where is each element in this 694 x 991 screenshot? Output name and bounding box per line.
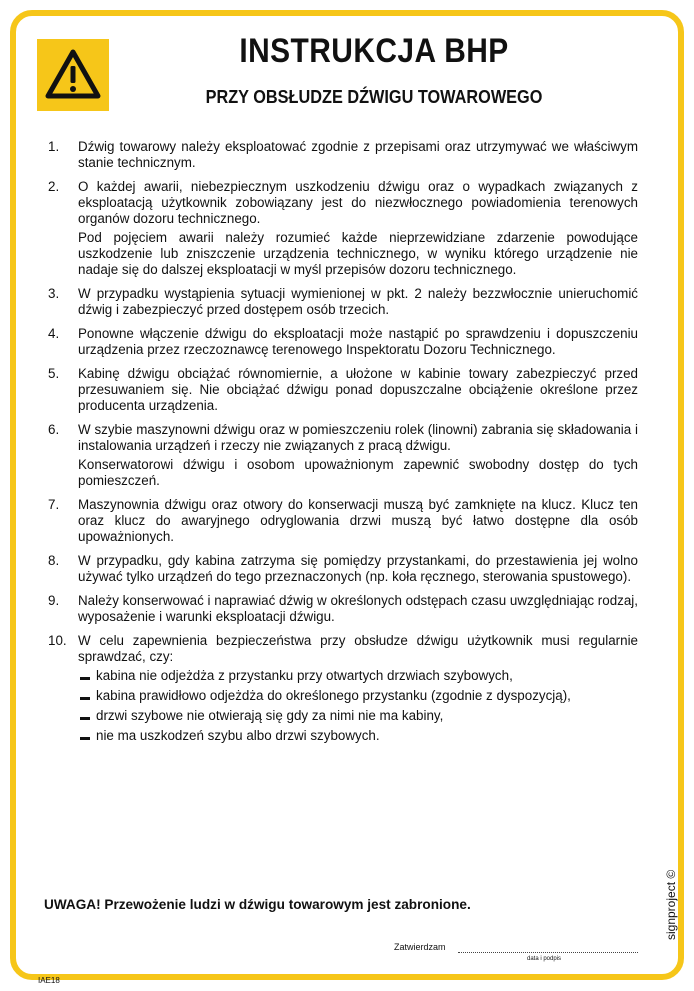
instruction-item <box>48 422 638 489</box>
item-text: Konserwatorowi dźwigu i osobom upoważnionym zapewnić swobodny dostęp do tych pomieszczeń. <box>78 457 638 488</box>
instruction-item <box>48 326 638 358</box>
instruction-item <box>48 139 638 171</box>
page-subtitle: PRZY OBSŁUDZE DŹWIGU TOWAROWEGO <box>205 86 543 107</box>
item-number: 10. <box>48 633 67 648</box>
list-item: kabina prawidłowo odjeżdża do określonego przystanku (zgodnie z dyspozycją), <box>78 688 638 704</box>
check-list <box>78 668 638 744</box>
instruction-item <box>48 286 638 318</box>
warning-text: UWAGA! Przewożenie ludzi w dźwigu towarowym jest zabronione. <box>44 897 471 912</box>
approve-label: Zatwierdzam <box>394 942 446 952</box>
warning-triangle-icon <box>37 39 109 111</box>
item-number: 1. <box>48 139 60 154</box>
signature-line <box>458 952 638 953</box>
instruction-item <box>48 366 638 414</box>
item-text: Maszynownia dźwigu oraz otwory do konserwacji muszą być zamknięte na klucz. Klucz ten oraz klucz do awaryjnego odryglowania drzwi muszą być łatwo dostępne dla osób upoważnionych. <box>78 497 638 544</box>
page-title: INSTRUKCJA BHP <box>239 32 509 70</box>
item-text: W przypadku, gdy kabina zatrzyma się pomiędzy przystankami, do przestawienia jej wolno używać tylko urządzeń do tego przeznaczonych (np. koła ręcznego, sterowania spustowego). <box>78 553 638 584</box>
instruction-item <box>48 553 638 585</box>
instruction-item <box>48 179 638 278</box>
instruction-item <box>48 497 638 545</box>
item-text: Dźwig towarowy należy eksploatować zgodnie z przepisami oraz utrzymywać we właściwym stanie technicznym. <box>78 139 638 170</box>
item-text: W przypadku wystąpienia sytuacji wymienionej w pkt. 2 należy bezzwłocznie unieruchomić dźwig i zabezpieczyć przed dostępem osób trzecich. <box>78 286 638 317</box>
item-number: 9. <box>48 593 60 608</box>
warning-box <box>37 39 109 111</box>
list-item: drzwi szybowe nie otwierają się gdy za nimi nie ma kabiny, <box>78 708 638 724</box>
list-item: nie ma uszkodzeń szybu albo drzwi szybowych. <box>78 728 638 744</box>
signature-caption: data i podpis <box>527 956 562 962</box>
item-number: 7. <box>48 497 60 512</box>
item-number: 6. <box>48 422 60 437</box>
list-item: kabina nie odjeżdża z przystanku przy otwartych drzwiach szybowych, <box>78 668 638 684</box>
product-code: IAE18 <box>38 976 60 985</box>
instruction-item <box>48 633 638 744</box>
item-text: Ponowne włączenie dźwigu do eksploatacji może nastąpić po sprawdzeniu i dopuszczeniu urządzenia przez rzeczoznawcę terenowego Inspektoratu Dozoru Technicznego. <box>78 326 638 357</box>
instruction-list <box>48 139 638 752</box>
item-number: 2. <box>48 179 60 194</box>
item-number: 5. <box>48 366 60 381</box>
item-text: O każdej awarii, niebezpiecznym uszkodzeniu dźwigu oraz o wypadkach związanych z eksploatacją użytkownik zobowiązany jest do niezwłocznego powiadomienia terenowych organów dozoru technicznego. <box>78 179 638 226</box>
item-number: 8. <box>48 553 60 568</box>
item-number: 4. <box>48 326 60 341</box>
item-number: 3. <box>48 286 60 301</box>
instruction-item <box>48 593 638 625</box>
item-text: W szybie maszynowni dźwigu oraz w pomieszczeniu rolek (linowni) zabrania się składowania i instalowania urządzeń i rzeczy nie związanych z pracą dźwigu. <box>78 422 638 453</box>
item-text: Pod pojęciem awarii należy rozumieć każde nieprzewidziane zdarzenie powodujące uszkodzenie lub zniszczenie urządzenia technicznego, w wyniku którego urządzenie nie nadaje się do dalszej eksploatacji w myśl przepisów dozoru technicznego. <box>78 230 638 277</box>
item-text: Należy konserwować i naprawiać dźwig w określonych odstępach czasu uwzględniając rodzaj, wyposażenie i warunki eksploatacji dźwigu. <box>78 593 638 624</box>
item-text: W celu zapewnienia bezpieczeństwa przy obsłudze dźwigu użytkownik musi regularnie sprawdzać, czy: <box>78 633 638 664</box>
item-text: Kabinę dźwigu obciążać równomiernie, a ułożone w kabinie towary zabezpieczyć przed przesuwaniem się. Nie obciążać dźwigu ponad dopuszczalne obciążenie określone przez producenta urządzenia. <box>78 366 638 413</box>
brand-label: signproject © <box>664 869 678 940</box>
